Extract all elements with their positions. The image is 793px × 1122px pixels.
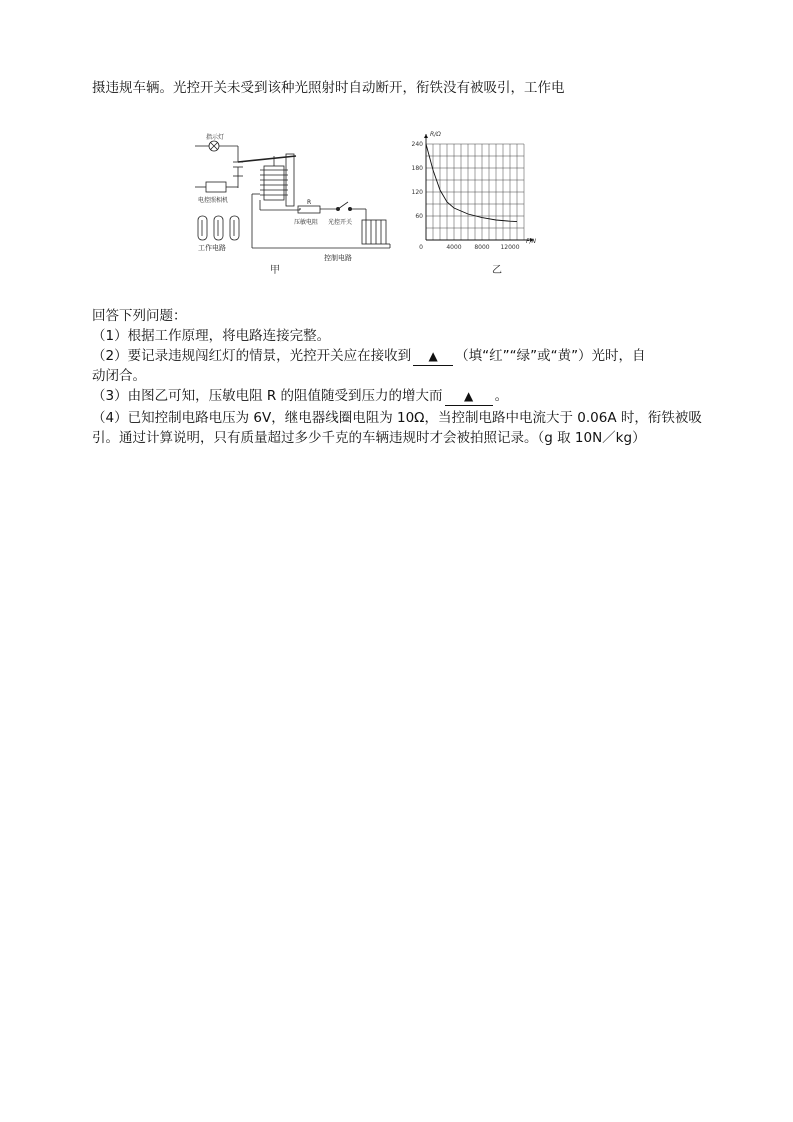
questions-header: 回答下列问题：	[92, 308, 187, 324]
x-tick-label: 4000	[446, 244, 462, 251]
relay-contacts-icon	[233, 146, 243, 188]
armature-icon	[238, 156, 296, 162]
question-4-line-2: 引。通过计算说明，只有质量超过多少千克的车辆违规时才会被拍照记录。（g 取 10N／kg）	[92, 430, 646, 446]
light-switch-label: 光控开关	[328, 219, 353, 226]
pressure-resistor-icon	[298, 206, 320, 213]
y-tick-label: 60	[415, 213, 423, 220]
y-tick-label: 240	[411, 141, 423, 148]
x-tick-label: 8000	[474, 244, 490, 251]
intro-line: 摄违规车辆。光控开关未受到该种光照射时自动断开，衔铁没有被吸引，工作电	[92, 80, 565, 96]
question-2-text-after: （填“红”“绿”或“黄”）光时，自	[455, 348, 646, 364]
resistance-curve	[426, 144, 517, 222]
light-switch-icon	[336, 202, 366, 220]
electromagnet-icon	[260, 154, 300, 210]
origin-label: 0	[419, 244, 423, 251]
camera-label: 电控照相机	[198, 197, 229, 204]
question-3-text-after: 。	[494, 388, 509, 404]
resistance-force-chart	[412, 131, 537, 251]
question-2-line-1	[92, 346, 646, 366]
question-3	[92, 386, 508, 406]
question-1: （1）根据工作原理，将电路连接完整。	[92, 328, 331, 344]
x-tick-label: 12000	[500, 244, 520, 251]
control-circuit-label: 控制电路	[324, 254, 352, 262]
pressure-resistor-label: 压敏电阻	[294, 219, 319, 226]
y-tick-label: 120	[411, 189, 423, 196]
x-axis-label: F/N	[526, 238, 536, 245]
question-2-text-before: （2）要记录违规闯红灯的情景，光控开关应在接收到	[92, 348, 412, 364]
resistor-r-label: R	[307, 199, 312, 206]
camera-icon	[206, 182, 226, 192]
y-axis-arrow	[424, 134, 428, 138]
figure-area	[190, 128, 550, 278]
question-2-line-2: 动闭合。	[92, 368, 146, 384]
question-2-blank: ▲	[413, 348, 453, 366]
work-battery-icon	[198, 216, 239, 240]
question-3-blank: ▲	[445, 388, 493, 406]
figure-jia-caption: 甲	[270, 265, 280, 276]
circuit-diagram	[195, 141, 390, 248]
work-circuit-label: 工作电路	[198, 244, 226, 252]
question-3-text-before: （3）由图乙可知，压敏电阻 R 的阻值随受到压力的增大而	[92, 388, 443, 404]
y-tick-label: 180	[411, 165, 423, 172]
indicator-lamp-icon	[195, 141, 238, 151]
control-battery-icon	[362, 220, 386, 244]
lamp-label: 指示灯	[206, 134, 225, 141]
y-axis-label: R/Ω	[430, 131, 441, 138]
question-4-line-1: （4）已知控制电路电压为 6V，继电器线圈电阻为 10Ω，当控制电路中电流大于 0.06A 时，衔铁被吸	[92, 410, 702, 426]
figure-yi-caption: 乙	[492, 265, 502, 276]
